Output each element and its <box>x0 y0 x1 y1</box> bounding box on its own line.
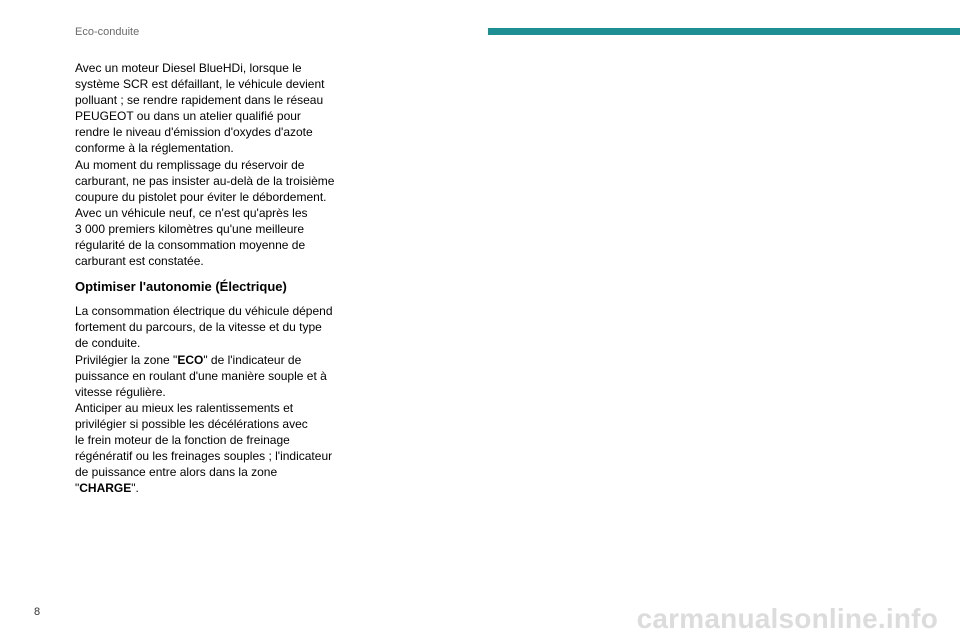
eco-text-after: " de l'indicateur de puissance en roulant d'une manière souple et à vitesse régulière. <box>75 352 327 399</box>
eco-label: ECO <box>177 352 204 367</box>
section-title: Eco-conduite <box>75 26 140 38</box>
paragraph-charge-zone <box>75 400 355 497</box>
paragraph-consumption: La consommation électrique du véhicule dépend fortement du parcours, de la vitesse et du type de conduite. <box>75 304 333 351</box>
paragraph-diesel-scr: Avec un moteur Diesel BlueHDi, lorsque le système SCR est défaillant, le véhicule devient polluant ; se rendre rapidement dans le réseau PEUGEOT ou dans un atelier qualifié pour rendre le niveau d'émission d'oxydes d'azote conforme à la réglementation. Au moment du remplissage du réservoir de carburant, ne pas insister au-delà de la troisième coupure du pistolet pour éviter le débordement. Avec un véhicule neuf, ce n'est qu'après les 3 000 premiers kilomètres qu'une meilleure régularité de la consommation moyenne de carburant est constatée. <box>75 61 335 269</box>
eco-text-before: Privilégier la zone " <box>75 352 178 367</box>
watermark-logo: carmanualsonline.info <box>636 603 938 634</box>
charge-text-after: ". <box>131 481 139 496</box>
charge-text-before: Anticiper au mieux les ralentissements et privilégier si possible les décélérations avec le frein moteur de la fonction de freinage régénératif ou les freinages souples ; l'indicateur de puissance entre alors dans la zone " <box>75 400 333 496</box>
page-number: 8 <box>34 606 41 618</box>
charge-label: CHARGE <box>79 481 132 496</box>
heading-optimise-autonomy: Optimiser l'autonomie (Électrique) <box>75 279 287 295</box>
accent-bar-fill <box>488 28 960 35</box>
text-column <box>75 60 355 496</box>
paragraph-eco-zone <box>75 352 355 400</box>
accent-bar <box>488 28 960 35</box>
